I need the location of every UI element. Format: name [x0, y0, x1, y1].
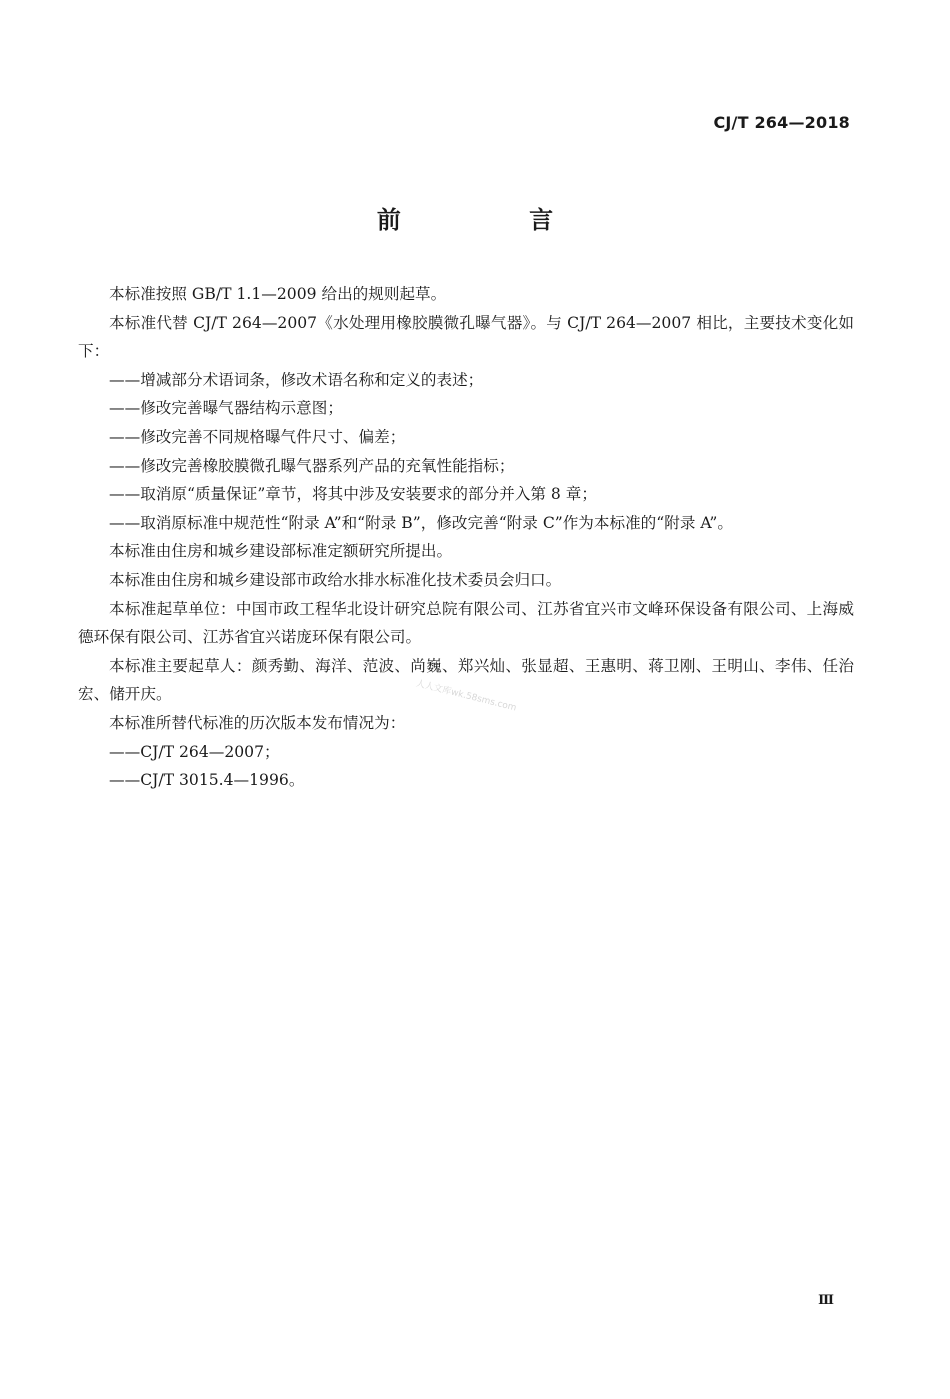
standard-code: CJ/T 264—2018 — [713, 113, 850, 132]
change-item: ——修改完善不同规格曝气件尺寸、偏差； — [109, 427, 406, 446]
previous-edition-item: ——CJ/T 3015.4—1996。 — [109, 771, 305, 790]
foreword-body — [78, 280, 854, 795]
change-item: ——修改完善橡胶膜微孔曝气器系列产品的充氧性能指标； — [109, 456, 515, 475]
change-item: ——取消原标准中规范性“附录 A”和“附录 B”，修改完善“附录 C”作为本标准的“附录 A”。 — [109, 513, 733, 532]
previous-edition-item: ——CJ/T 264—2007； — [109, 742, 280, 761]
page-title: 前 言 — [376, 206, 614, 234]
change-item: ——增减部分术语词条，修改术语名称和定义的表述； — [109, 370, 484, 389]
paragraph-drafters: 本标准主要起草人：颜秀勤、海洋、范波、尚巍、郑兴灿、张显超、王惠明、蒋卫刚、王明山、李伟、任治宏、储开庆。 — [78, 656, 854, 704]
paragraph-proposed-by: 本标准由住房和城乡建设部标准定额研究所提出。 — [109, 542, 453, 561]
watermark: 人人文库wk.58sms.com — [414, 678, 518, 714]
paragraph-drafting-units: 本标准起草单位：中国市政工程华北设计研究总院有限公司、江苏省宜兴市文峰环保设备有限公司、上海威德环保有限公司、江苏省宜兴诺庞环保有限公司。 — [78, 599, 854, 647]
paragraph-centralized-by: 本标准由住房和城乡建设部市政给水排水标准化技术委员会归口。 — [109, 570, 562, 589]
change-item: ——修改完善曝气器结构示意图； — [109, 399, 343, 418]
paragraph-previous-editions: 本标准所替代标准的历次版本发布情况为： — [109, 713, 406, 732]
paragraph-drafting-rules: 本标准按照 GB/T 1.1—2009 给出的规则起草。 — [109, 285, 447, 303]
page-number: Ⅲ — [818, 1293, 834, 1308]
paragraph-replacement: 本标准代替 CJ/T 264—2007《水处理用橡胶膜微孔曝气器》。与 CJ/T 264—2007 相比，主要技术变化如下： — [78, 313, 854, 361]
change-item: ——取消原“质量保证”章节，将其中涉及安装要求的部分并入第 8 章； — [109, 485, 597, 504]
